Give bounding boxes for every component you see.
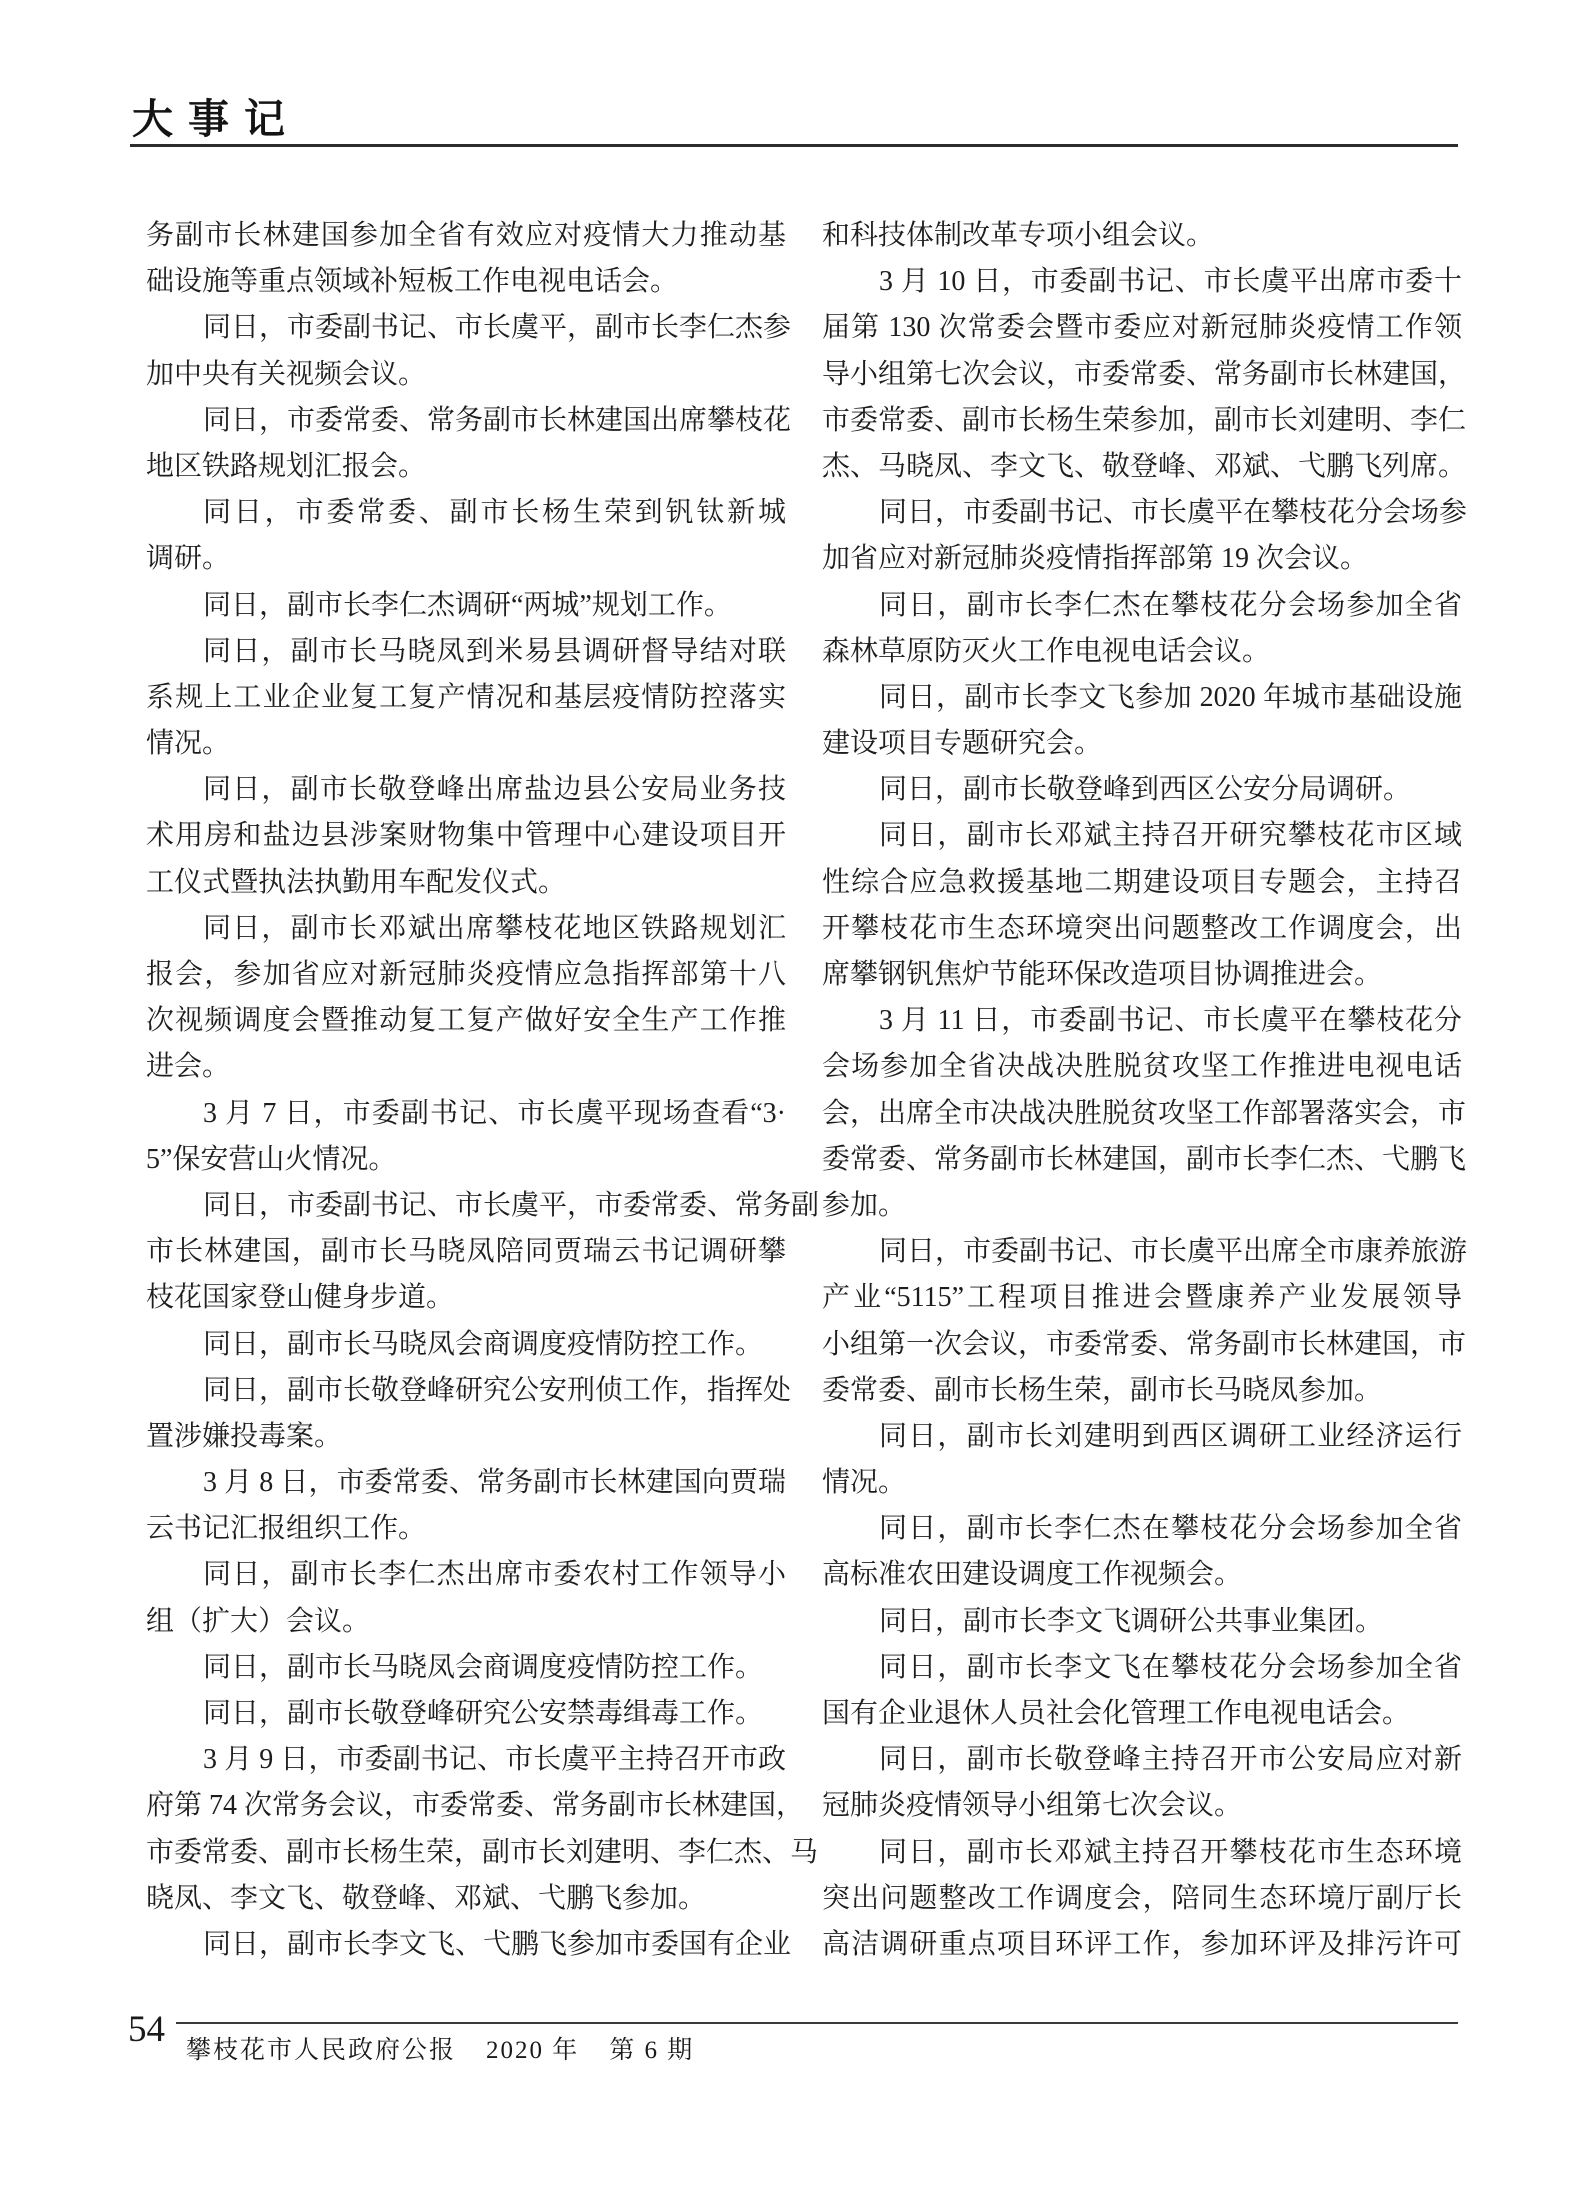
text-line: 性综合应急救援基地二期建设项目专题会，主持召 [822,866,1462,898]
text-line: 府第 74 次常务会议，市委常委、常务副市长林建国， [146,1790,805,1822]
text-line: 市委常委、副市长杨生荣参加，副市长刘建明、李仁 [822,404,1467,436]
text-line: 开攀枝花市生态环境突出问题整改工作调度会，出 [822,912,1462,944]
text-line: 同日，副市长敬登峰研究公安刑侦工作，指挥处 [203,1374,792,1406]
text-line: 同日，市委副书记、市长虞平，副市长李仁杰参 [203,312,792,344]
footer-journal-line [186,2030,694,2066]
text-line: 3 月 9 日，市委副书记、市长虞平主持召开市政 [203,1744,786,1776]
text-line: 会，出席全市决战决胜脱贫攻坚工作部署落实会，市 [822,1097,1467,1129]
text-line: 3 月 8 日，市委常委、常务副市长林建国向贾瑞 [203,1467,786,1499]
text-line: 情况。 [146,728,231,760]
text-line: 同日，副市长李文飞参加 2020 年城市基础设施 [879,681,1462,713]
text-line: 届第 130 次常委会暨市委应对新冠肺炎疫情工作领 [822,312,1462,344]
text-line: 高标准农田建设调度工作视频会。 [822,1559,1243,1591]
text-line: 地区铁路规划汇报会。 [146,450,427,482]
text-line: 3 月 11 日，市委副书记、市长虞平在攀枝花分 [879,1005,1462,1037]
text-line: 3 月 10 日，市委副书记、市长虞平出席市委十 [879,266,1462,298]
text-line: 杰、马晓凤、李文飞、敬登峰、邓斌、弋鹏飞列席。 [822,450,1467,482]
footer-journal-title: 攀枝花市人民政府公报 [186,2037,457,2064]
text-line: 同日，副市长李仁杰在攀枝花分会场参加全省 [879,589,1462,621]
text-line: 5”保安营山火情况。 [146,1143,397,1175]
text-line: 市长林建国，副市长马晓凤陪同贾瑞云书记调研攀 [146,1236,786,1268]
text-line: 础设施等重点领域补短板工作电视电话会。 [146,266,679,298]
text-line: 次视频调度会暨推动复工复产做好安全生产工作推 [146,1005,786,1037]
page-title: 大事记 [132,96,300,142]
footer-year: 2020 年 [486,2037,580,2064]
text-line: 建设项目专题研究会。 [822,728,1103,760]
text-line: 国有企业退休人员社会化管理工作电视电话会。 [822,1698,1411,1729]
text-line: 组（扩大）会议。 [146,1605,371,1637]
text-line: 委常委、常务副市长林建国，副市长李仁杰、弋鹏飞 [822,1143,1467,1175]
text-line: 高洁调研重点项目环评工作，参加环评及排污许可 [822,1928,1462,1960]
text-line: 同日，副市长马晓凤会商调度疫情防控工作。 [203,1651,764,1683]
text-line: 同日，市委副书记、市长虞平出席全市康养旅游 [879,1236,1468,1268]
text-line: 同日，副市长马晓凤会商调度疫情防控工作。 [203,1328,764,1360]
text-line: 枝花国家登山健身步道。 [146,1282,455,1314]
text-line: 席攀钢钒焦炉节能环保改造项目协调推进会。 [822,959,1383,990]
text-line: 工仪式暨执法执勤用车配发仪式。 [146,866,567,898]
text-line: 同日，副市长李文飞在攀枝花分会场参加全省 [879,1651,1462,1683]
text-line: 云书记汇报组织工作。 [146,1513,427,1545]
footer-divider [176,2022,1458,2024]
text-line: 同日，副市长李文飞、弋鹏飞参加市委国有企业 [203,1928,792,1960]
text-line: 委常委、副市长杨生荣，副市长马晓凤参加。 [822,1374,1383,1406]
text-line: 同日，市委副书记、市长虞平，市委常委、常务副 [203,1189,820,1221]
text-line: 冠肺炎疫情领导小组第七次会议。 [822,1790,1243,1822]
text-line: 小组第一次会议，市委常委、常务副市长林建国，市 [822,1328,1467,1360]
text-line: 同日，副市长李文飞调研公共事业集团。 [879,1605,1384,1637]
text-line: 参加。 [822,1189,907,1221]
text-line: 导小组第七次会议，市委常委、常务副市长林建国， [822,358,1467,390]
text-line: 加省应对新冠肺炎疫情指挥部第 19 次会议。 [822,543,1369,575]
text-line: 森林草原防灭火工作电视电话会议。 [822,635,1271,667]
text-line: 3 月 7 日，市委副书记、市长虞平现场查看“3· [203,1097,786,1129]
text-line: 同日，市委副书记、市长虞平在攀枝花分会场参 [879,497,1468,529]
text-line: 同日，副市长马晓凤到米易县调研督导结对联 [203,635,786,667]
text-line: 同日，副市长敬登峰主持召开市公安局应对新 [879,1744,1462,1776]
text-line: 同日，副市长李仁杰调研“两城”规划工作。 [203,589,732,621]
text-line: 同日，副市长李仁杰出席市委农村工作领导小 [203,1559,786,1591]
text-line: 同日，副市长敬登峰出席盐边县公安局业务技 [203,774,786,806]
text-column-left [146,213,820,1968]
text-line: 晓凤、李文飞、敬登峰、邓斌、弋鹏飞参加。 [146,1882,707,1914]
text-line: 突出问题整改工作调度会，陪同生态环境厅副厅长 [822,1882,1462,1914]
text-line: 报会，参加省应对新冠肺炎疫情应急指挥部第十八 [146,959,786,990]
text-line: 加中央有关视频会议。 [146,358,427,390]
text-line: 系规上工业企业复工复产情况和基层疫情防控落实 [146,681,786,713]
text-line: 同日，副市长李仁杰在攀枝花分会场参加全省 [879,1513,1462,1545]
text-line: 务副市长林建国参加全省有效应对疫情大力推动基 [146,220,786,251]
text-line: 术用房和盐边县涉案财物集中管理中心建设项目开 [146,820,786,852]
text-line: 和科技体制改革专项小组会议。 [822,220,1215,251]
text-line: 同日，市委常委、副市长杨生荣到钒钛新城 [203,497,786,529]
text-line: 市委常委、副市长杨生荣，副市长刘建明、李仁杰、马 [146,1836,819,1868]
text-line: 会场参加全省决战决胜脱贫攻坚工作推进电视电话 [822,1051,1462,1083]
text-line: 置涉嫌投毒案。 [146,1420,343,1452]
text-line: 同日，副市长邓斌出席攀枝花地区铁路规划汇 [203,912,786,944]
text-column-right [822,213,1468,1968]
text-line: 同日，副市长敬登峰到西区公安分局调研。 [879,774,1412,806]
text-line: 同日，副市长邓斌主持召开攀枝花市生态环境 [879,1836,1462,1868]
text-line: 情况。 [822,1467,907,1499]
masthead-divider [130,144,1458,147]
text-line: 同日，副市长刘建明到西区调研工业经济运行 [879,1420,1462,1452]
page-number: 54 [128,2009,165,2050]
text-line: 产业“5115”工程项目推进会暨康养产业发展领导 [822,1282,1462,1314]
footer-issue: 第 6 期 [609,2037,695,2064]
text-line: 同日，市委常委、常务副市长林建国出席攀枝花 [203,404,792,436]
text-line: 同日，副市长邓斌主持召开研究攀枝花市区域 [879,820,1462,852]
text-line: 同日，副市长敬登峰研究公安禁毒缉毒工作。 [203,1698,764,1729]
text-line: 进会。 [146,1051,231,1083]
text-line: 调研。 [146,543,231,575]
